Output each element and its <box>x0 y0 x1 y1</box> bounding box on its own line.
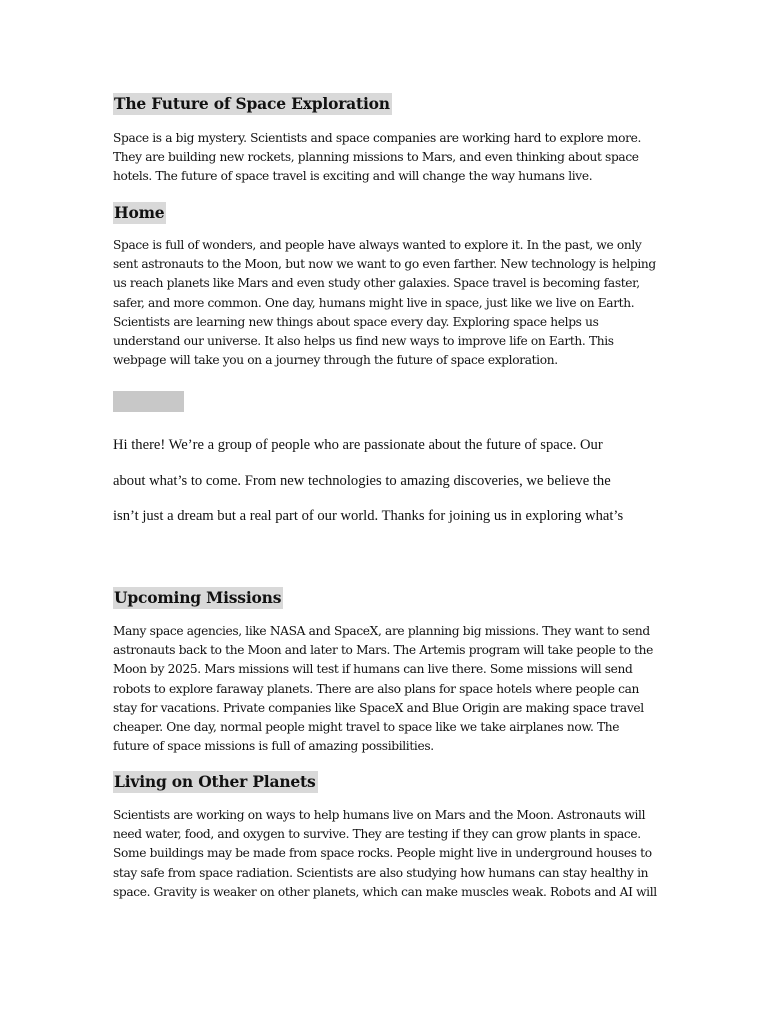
text-line: sent astronauts to the Moon, but now we want to go even farther. New technology is helping <box>113 257 656 272</box>
text-line: about what’s to come. From new technologies to amazing discoveries, we believe the <box>113 472 611 489</box>
text-line: They are building new rockets, planning missions to Mars, and even thinking about space <box>113 150 639 165</box>
text-line: understand our universe. It also helps us find new ways to improve life on Earth. This <box>113 334 614 349</box>
page-title: The Future of Space Exploration <box>114 94 390 113</box>
section-heading-about <box>113 391 184 412</box>
home-paragraph <box>113 236 656 370</box>
text-line: Some buildings may be made from space rocks. People might live in underground houses to <box>113 846 652 861</box>
text-line: us reach planets like Mars and even study other galaxies. Space travel is becoming faster, <box>113 276 640 291</box>
living-paragraph <box>113 806 657 902</box>
text-line: Scientists are learning new things about space every day. Exploring space helps us <box>113 314 599 329</box>
text-line: astronauts back to the Moon and later to Mars. The Artemis program will take people to the <box>113 643 654 658</box>
text-line: webpage will take you on a journey through the future of space exploration. <box>113 353 558 368</box>
about-paragraph <box>113 428 623 535</box>
text-line: Scientists are working on ways to help humans live on Mars and the Moon. Astronauts will <box>113 808 646 822</box>
text-line: isn’t just a dream but a real part of our world. Thanks for joining us in exploring what’s <box>113 508 624 524</box>
text-line: stay for vacations. Private companies like SpaceX and Blue Origin are making space travel <box>113 700 644 715</box>
text-line: hotels. The future of space travel is exciting and will change the way humans live. <box>113 169 593 184</box>
text-line: Hi there! We’re a group of people who are passionate about the future of space. Our <box>113 437 603 453</box>
text-line: robots to explore faraway planets. There are also plans for space hotels where people can <box>113 681 640 696</box>
text-line: future of space missions is full of amazing possibilities. <box>113 739 434 754</box>
text-line: stay safe from space radiation. Scientists are also studying how humans can stay healthy in <box>113 865 649 880</box>
text-line: need water, food, and oxygen to survive. They are testing if they can grow plants in space. <box>113 827 641 842</box>
section-heading-home: Home <box>114 203 165 222</box>
text-line: Space is a big mystery. Scientists and space companies are working hard to explore more. <box>113 131 641 145</box>
text-line: space. Gravity is weaker on other planets, which can make muscles weak. Robots and AI will <box>113 884 657 899</box>
missions-paragraph <box>113 622 653 756</box>
text-line: Space is full of wonders, and people have always wanted to explore it. In the past, we only <box>113 238 642 252</box>
text-line: Moon by 2025. Mars missions will test if humans can live there. Some missions will send <box>113 662 633 677</box>
text-line: Many space agencies, like NASA and SpaceX, are planning big missions. They want to send <box>113 624 650 638</box>
section-heading-living: Living on Other Planets <box>114 772 316 791</box>
intro-paragraph <box>113 129 641 187</box>
text-line: safer, and more common. One day, humans might live in space, just like we live on Earth. <box>113 295 635 310</box>
text-line: cheaper. One day, normal people might travel to space like we take airplanes now. The <box>113 720 620 735</box>
section-heading-missions: Upcoming Missions <box>114 588 282 607</box>
